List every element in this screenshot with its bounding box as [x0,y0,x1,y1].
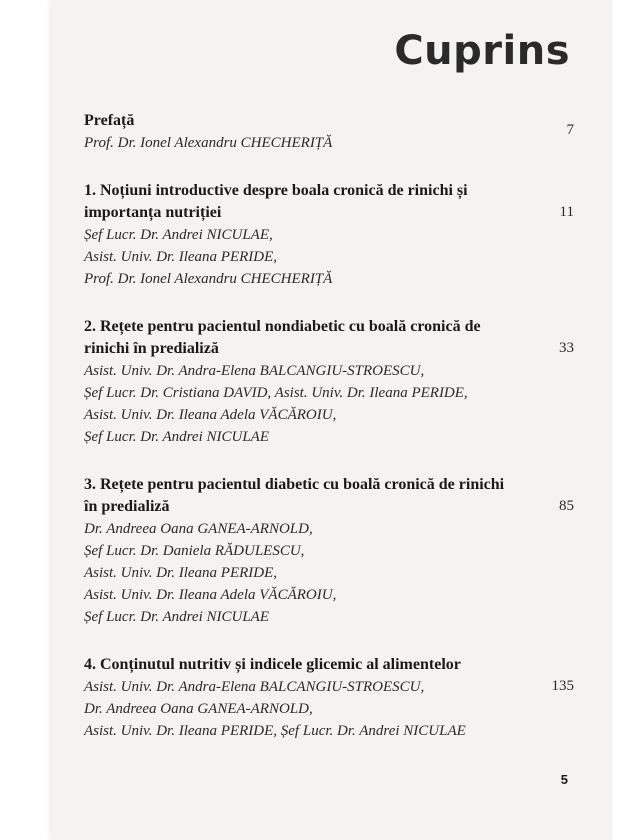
toc-entry-2 [84,316,574,448]
entry-author: Șef Lucr. Dr. Andrei NICULAE, [84,227,273,243]
entry-author: Asist. Univ. Dr. Ileana Adela VĂCĂROIU, [84,407,337,423]
entry-author: Prof. Dr. Ionel Alexandru CHECHERIȚĂ [84,271,333,287]
entry-title: 3. Rețete pentru pacientul diabetic cu boală cronică de rinichi în predializă [84,476,505,515]
entry-title: 1. Noțiuni introductive despre boala cronică de rinichi și importanța nutriției [84,182,468,221]
entry-page-number: 33 [559,340,574,356]
entry-author: Dr. Andreea Oana GANEA-ARNOLD, [84,701,313,717]
toc-entry-1 [84,180,574,290]
entry-author: Dr. Andreea Oana GANEA-ARNOLD, [84,521,313,537]
entry-author: Șef Lucr. Dr. Andrei NICULAE [84,609,270,625]
entry-author: Șef Lucr. Dr. Andrei NICULAE [84,429,270,445]
page-title: Cuprins [394,28,570,74]
entry-author: Asist. Univ. Dr. Ileana Adela VĂCĂROIU, [84,587,337,603]
page-number-folio: 5 [560,772,568,787]
toc-entry-3 [84,474,574,628]
toc-entry-preface [84,110,574,154]
entry-author: Asist. Univ. Dr. Ileana PERIDE, [84,565,278,581]
toc-entry-4 [84,654,574,742]
entry-title: 4. Conținutul nutritiv și indicele glicemic al alimentelor [84,656,461,673]
entry-title: 2. Rețete pentru pacientul nondiabetic cu boală cronică de rinichi în predializă [84,318,481,357]
table-of-contents [84,110,574,768]
entry-author: Șef Lucr. Dr. Daniela RĂDULESCU, [84,543,305,559]
entry-author: Asist. Univ. Dr. Andra-Elena BALCANGIU-STROESCU, [84,363,425,379]
entry-author: Asist. Univ. Dr. Ileana PERIDE, [84,249,278,265]
book-page [52,0,612,840]
entry-page-number: 85 [559,498,574,514]
entry-page-number: 135 [551,678,574,694]
entry-author: Șef Lucr. Dr. Cristiana DAVID, Asist. Univ. Dr. Ileana PERIDE, [84,385,468,401]
entry-author: Asist. Univ. Dr. Andra-Elena BALCANGIU-STROESCU, [84,679,425,695]
entry-page-number: 11 [559,204,574,220]
entry-title: Prefață [84,112,135,129]
entry-author: Asist. Univ. Dr. Ileana PERIDE, Șef Lucr. Dr. Andrei NICULAE [84,723,466,739]
entry-page-number: 7 [566,122,574,138]
entry-author: Prof. Dr. Ionel Alexandru CHECHERIȚĂ [84,135,333,151]
